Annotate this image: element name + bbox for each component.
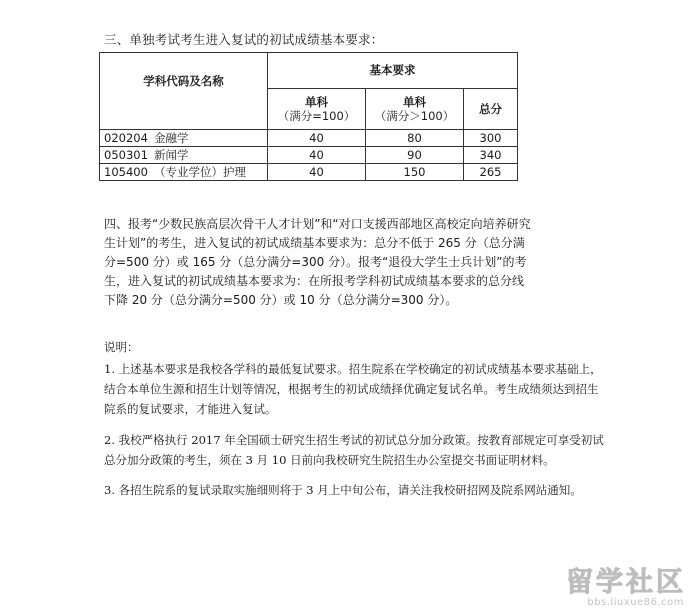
note-item-2: 2. 我校严格执行 2017 年全国硕士研究生招生考试的初试总分加分政策。按教育部规定可享受初试总分加分政策的考生，须在 3 月 10 日前向我校研究生院招生办公室提交书面证明材料。 (104, 433, 604, 467)
header-subject: 学科代码及名称 (100, 53, 268, 130)
watermark-logo: 留学社区 (566, 567, 686, 598)
total-cell: 340 (464, 147, 518, 164)
single-100-cell: 40 (268, 130, 366, 147)
header-basic-requirements: 基本要求 (268, 53, 518, 89)
note-item-1: 1. 上述基本要求是我校各学科的最低复试要求。招生院系在学校确定的初试成绩基本要求基础上，结合本单位生源和招生计划等情况，根据考生的初试成绩择优确定复试名单。考生成绩须达到招生院系的复试要求，才能进入复试。 (104, 362, 602, 416)
single-over-100-cell: 150 (366, 164, 464, 181)
note-item-3: 3. 各招生院系的复试录取实施细则将于 3 月上中旬公布，请关注我校研招网及院系网站通知。 (104, 483, 582, 497)
header-single-100-line2: （满分=100） (277, 108, 356, 123)
subject-code: 050301 (104, 148, 148, 162)
subject-cell (100, 164, 268, 181)
subject-name: 金融学 (154, 131, 189, 145)
subject-cell (100, 147, 268, 164)
header-single-100-line1: 单科 (305, 94, 328, 109)
total-cell: 300 (464, 130, 518, 147)
subject-name: （专业学位）护理 (154, 165, 246, 179)
table-row (100, 130, 518, 147)
single-100-cell: 40 (268, 164, 366, 181)
table-row (100, 164, 518, 181)
single-over-100-cell: 90 (366, 147, 464, 164)
watermark (526, 560, 686, 608)
header-single-over-100-line2: （满分＞100） (374, 108, 455, 123)
header-single-over-100 (366, 88, 464, 129)
subject-name: 新闻学 (154, 148, 189, 162)
section-four-paragraph: 四、报考“少数民族高层次骨干人才计划”和“对口支援西部地区高校定向培养研究生计划”的考生，进入复试的初试成绩基本要求为：总分不低于 265 分（总分满分=500 分）或 165 分（总分满分=300 分）。报考“退役大学生士兵计划”的考生，进入复试的初试成绩基本要求为：在所报考学科初试成绩基本要求的总分线下降 20 分（总分满分=500 分）或 10 分（总分满分=300 分）。 (104, 217, 531, 307)
subject-cell (100, 130, 268, 147)
section-title: 三、单独考试考生进入复试的初试成绩基本要求： (104, 32, 384, 47)
header-single-over-100-line1: 单科 (403, 94, 426, 109)
total-cell: 265 (464, 164, 518, 181)
subject-code: 105400 (104, 165, 148, 179)
notes-title: 说明： (104, 340, 139, 354)
watermark-url: bbs.liuxue86.com (587, 597, 684, 608)
requirements-table (99, 52, 518, 181)
single-over-100-cell: 80 (366, 130, 464, 147)
subject-code: 020204 (104, 131, 148, 145)
single-100-cell: 40 (268, 147, 366, 164)
header-total: 总分 (464, 88, 518, 129)
header-single-100 (268, 88, 366, 129)
table-row (100, 147, 518, 164)
